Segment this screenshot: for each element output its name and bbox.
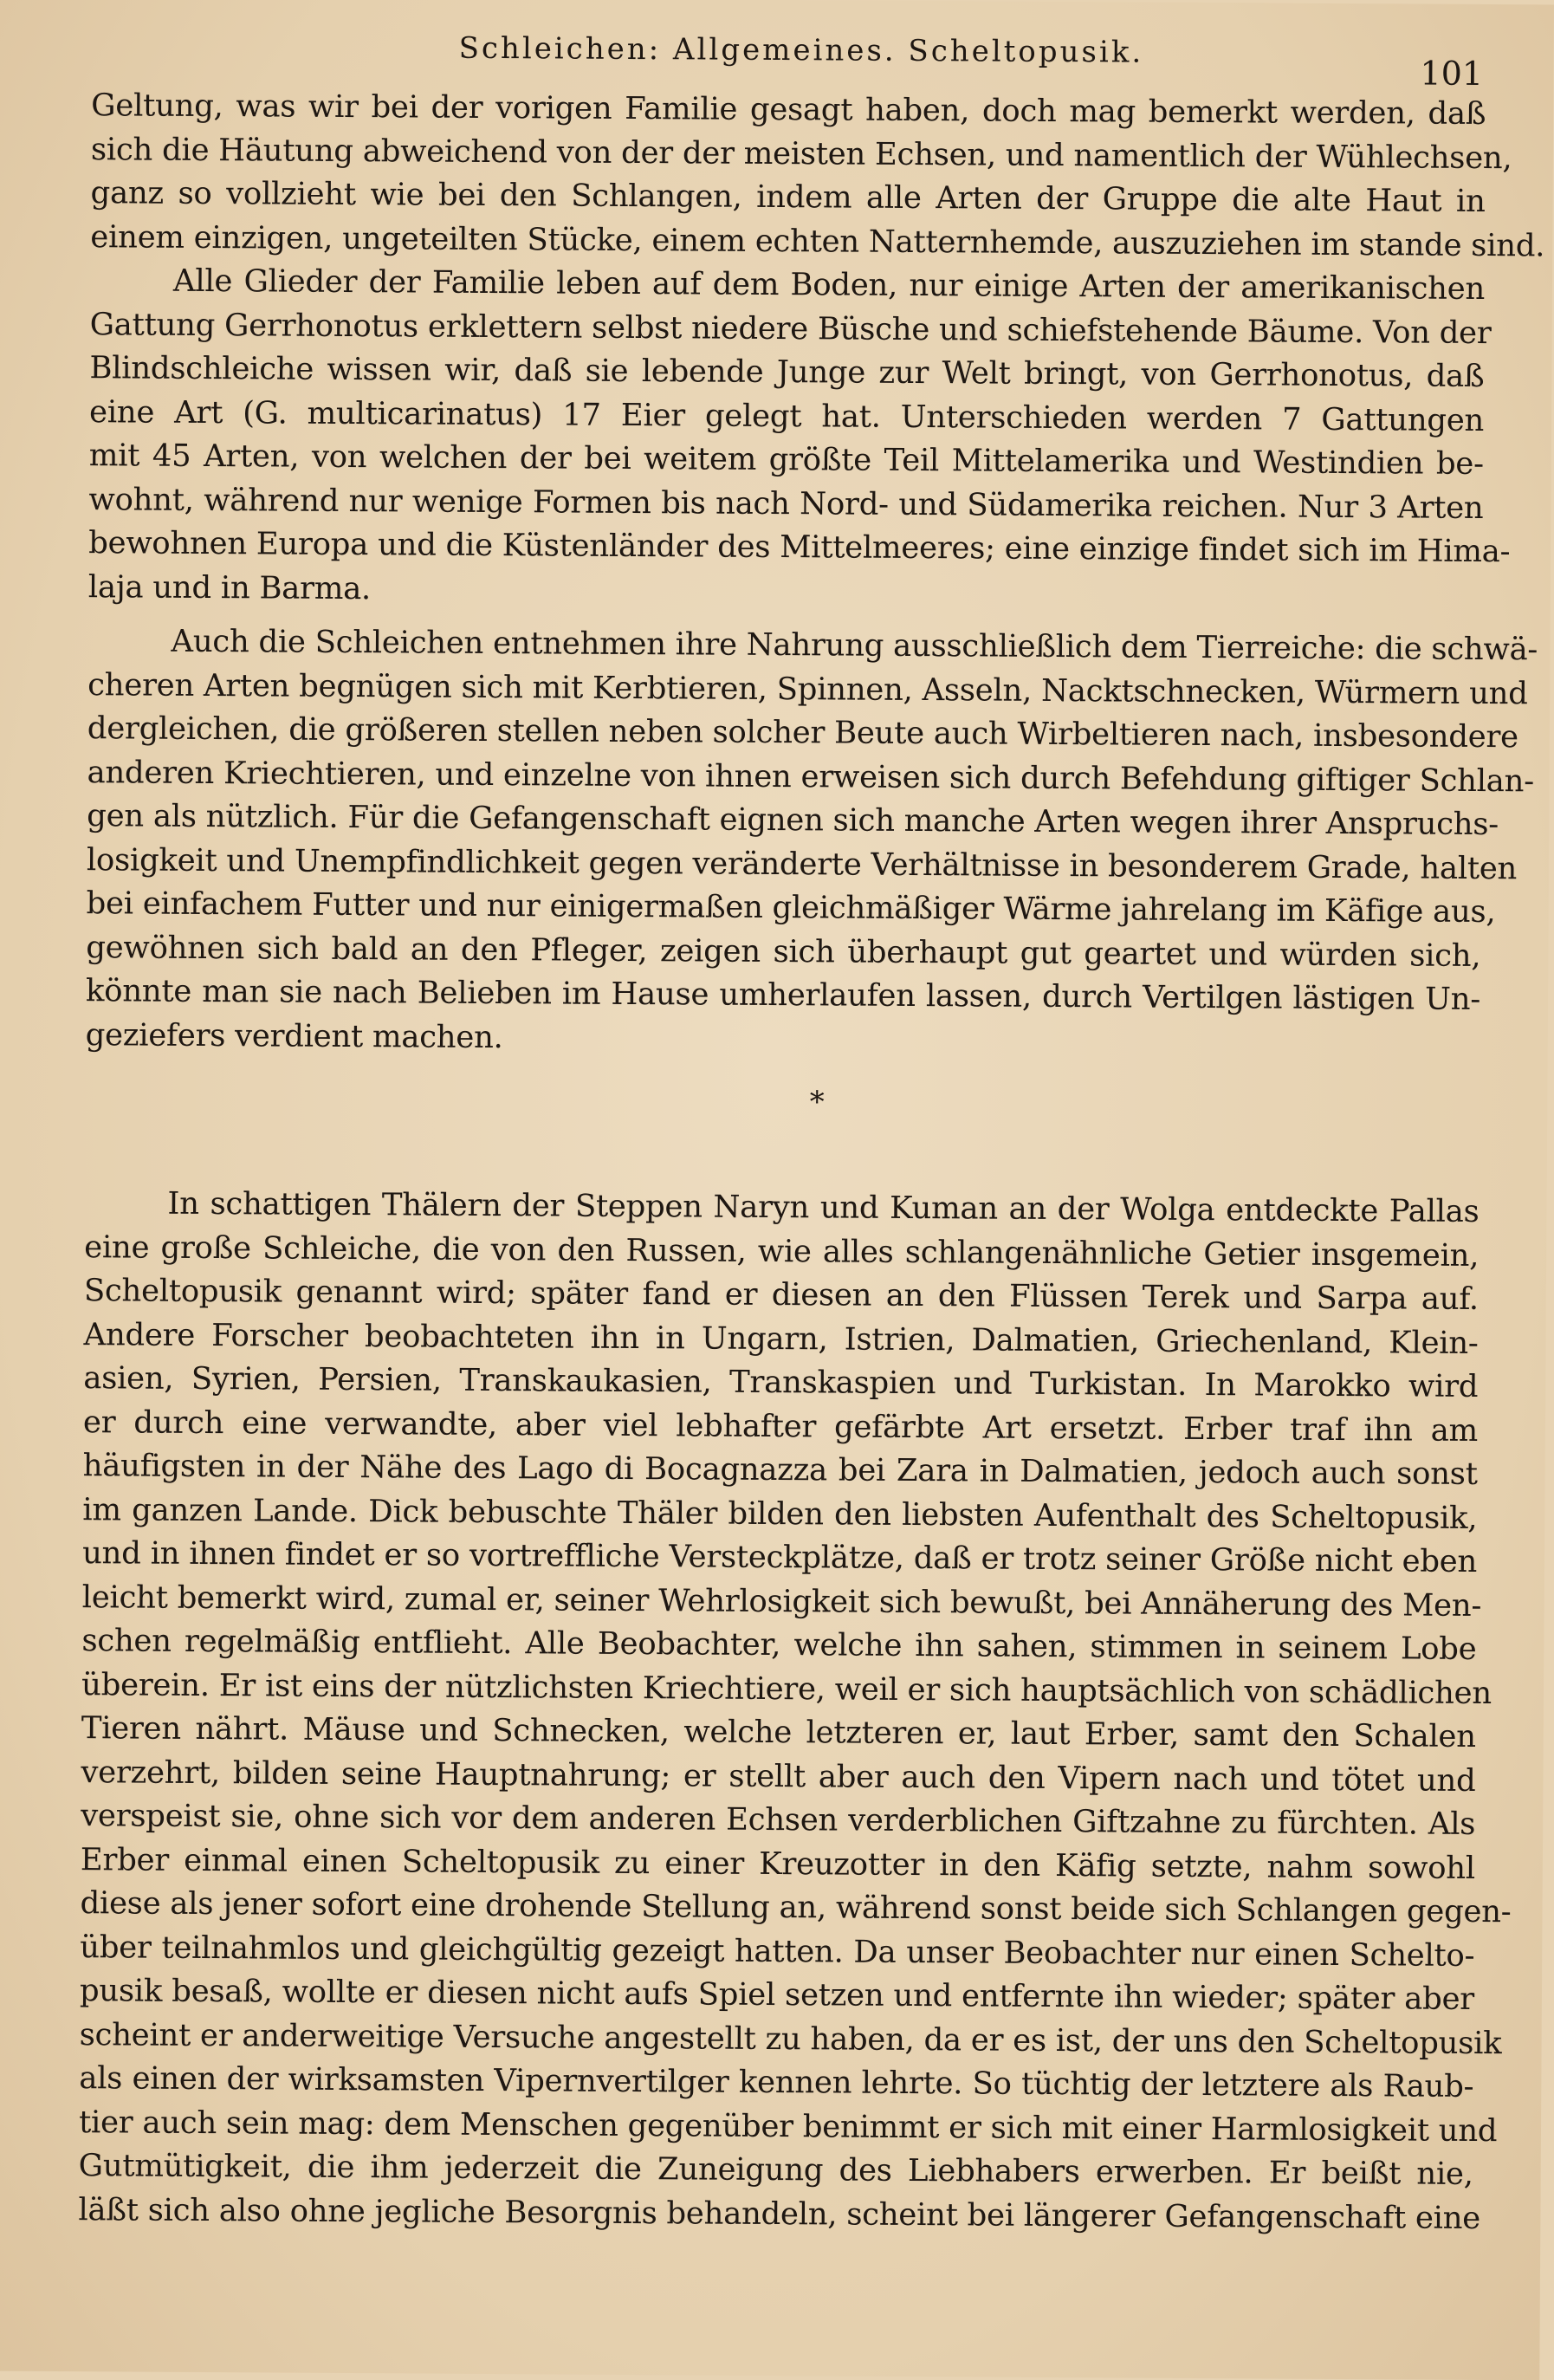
paragraph-1 [90,84,1545,268]
text-line: asien, Syrien, Persien, Transkaukasien, Transkaspien und Turkistan. In Marokko wird [83,1360,1479,1404]
text-line: einem einzigen, ungeteilten Stücke, einem echten Natternhemde, auszuziehen im stande sind. [90,218,1545,263]
text-line: anderen Kriechtieren, und einzelne von ihnen erweisen sich durch Befehdung giftiger Schlan- [87,754,1534,799]
text-line: leicht bemerkt wird, zumal er, seiner Wehrlosigkeit sich bewußt, bei Annäherung des Men- [81,1579,1482,1624]
text-line: er durch eine verwandte, aber viel lebhafter gefärbte Art ersetzt. Erber traf ihn am [82,1404,1479,1449]
text-line: als einen der wirksamsten Vipernvertilger kennen lehrte. So tüchtig der letztere als Raub- [79,2060,1474,2104]
text-line: sich die Häutung abweichend von der der meisten Echsen, und namentlich der Wühlechsen, [90,131,1512,176]
text-line: könnte man sie nach Belieben im Hause umherlaufen lassen, durch Vertilgen lästigen Un- [85,973,1481,1017]
text-line: wohnt, während nur wenige Formen bis nach Nord- und Südamerika reichen. Nur 3 Arten [88,481,1484,526]
text-line: tier auch sein mag: dem Menschen gegenüber benimmt er sich mit einer Harmlosigkeit und [78,2104,1498,2149]
text-line: schen regelmäßig entflieht. Alle Beobachter, welche ihn sahen, stimmen in seinem Lobe [81,1623,1477,1667]
section-gap [85,1132,1480,1190]
text-line: cheren Arten begnügen sich mit Kerbtieren, Spinnen, Asseln, Nacktschnecken, Würmern und [87,666,1528,711]
text-line: dergleichen, die größeren stellen neben solcher Beute auch Wirbeltieren nach, insbesondere [87,710,1518,756]
text-line: Gattung Gerrhonotus erklettern selbst niedere Büsche und schiefstehende Bäume. Von der [89,306,1492,351]
text-line: Geltung, was wir bei der vorigen Familie gesagt haben, doch mag bemerkt werden, daß [91,88,1486,133]
text-line: verzehrt, bilden seine Hauptnahrung; er stellt aber auch den Vipern nach und tötet und [81,1754,1476,1799]
text-line: häufigsten in der Nähe des Lago di Bocagnazza bei Zara in Dalmatien, jedoch auch sonst [82,1448,1478,1492]
text-line: Erber einmal einen Scheltopusik zu einer Kreuzotter in den Käfig setzte, nahm sowohl [80,1841,1475,1886]
text-line: Tieren nährt. Mäuse und Schnecken, welche letzteren er, laut Erber, samt den Schalen [81,1710,1476,1754]
text-line: ganz so vollzieht wie bei den Schlangen, indem alle Arten der Gruppe die alte Haut in [90,175,1486,219]
text-line: scheint er anderweitige Versuche angestellt zu haben, da er es ist, der uns den Scheltopusik [79,2016,1502,2061]
text-line: und in ihnen findet er so vortreffliche Versteckplätze, daß er trotz seiner Größe nicht eben [81,1535,1478,1579]
paragraph-scheltopusik [78,1182,1512,2241]
page-number: 101 [1420,54,1484,93]
text-line: Blindschleiche wissen wir, daß sie lebende Junge zur Welt bringt, von Gerrhonotus, daß [89,350,1485,394]
text-line: bei einfachem Futter und nur einigermaßen gleichmäßiger Wärme jahrelang im Käfige aus, [86,885,1496,931]
text-line: Gutmütigkeit, die ihm jederzeit die Zuneigung des Liebhabers erwerben. Er beißt nie, [78,2148,1473,2192]
section-separator: * [809,1085,825,1120]
text-line: eine große Schleiche, die von den Russen, wie alles schlangenähnliche Getier insgemein, [84,1229,1480,1274]
paragraph-3 [85,619,1538,1066]
paragraph-2 [87,259,1511,618]
text-line: bewohnen Europa und die Küstenländer des Mittelmeeres; eine einzige findet sich im Hima- [88,525,1511,570]
text-line: überein. Er ist eins der nützlichsten Kriechtiere, weil er sich hauptsächlich von schädlichen [81,1666,1492,1711]
text-line: verspeist sie, ohne sich vor dem anderen Echsen verderblichen Giftzahne zu fürchten. Als [81,1798,1476,1842]
text-line: mit 45 Arten, von welchen der bei weitem größte Teil Mittelamerika und Westindien be- [88,438,1484,482]
text-line: läßt sich also ohne jegliche Besorgnis behandeln, scheint bei längerer Gefangenschaft eine [78,2191,1481,2236]
text-line: diese als jener sofort eine drohende Stellung an, während sonst beide sich Schlangen gegen- [80,1885,1512,1930]
text-line: im ganzen Lande. Dick bebuschte Thäler bilden den liebsten Aufenthalt des Scheltopusik, [82,1491,1478,1536]
text-line: laja und in Barma. [87,568,372,606]
text-line: über teilnahmlos und gleichgültig gezeigt hatten. Da unser Beobachter nur einen Schelto- [80,1929,1475,1974]
text-line: Auch die Schleichen entnehmen ihre Nahrung ausschließlich dem Tierreiche: die schwä- [171,623,1538,668]
text-line: geziefers verdient machen. [85,1016,503,1055]
text-line: losigkeit und Unempfindlichkeit gegen veränderte Verhältnisse in besonderem Grade, halten [86,841,1518,886]
body-text [78,84,1545,2241]
text-line: eine Art (G. multicarinatus) 17 Eier gelegt hat. Unterschieden werden 7 Gattungen [88,393,1485,438]
text-line: gewöhnen sich bald an den Pfleger, zeigen sich überhaupt gut geartet und würden sich, [86,929,1481,974]
text-line: pusik besaß, wollte er diesen nicht aufs Spiel setzen und entfernte ihn wieder; später aber [79,1973,1475,2017]
text-line: gen als nützlich. Für die Gefangenschaft eignen sich manche Arten wegen ihrer Anspruchs- [87,798,1499,843]
text-line: In schattigen Thälern der Steppen Naryn und Kuman an der Wolga entdeckte Pallas [167,1185,1480,1229]
text-line: Alle Glieder der Familie leben auf dem Boden, nur einige Arten der amerikanischen [172,263,1486,307]
text-line: Andere Forscher beobachteten ihn in Ungarn, Istrien, Dalmatien, Griechenland, Klein- [83,1316,1479,1361]
text-line: Scheltopusik genannt wird; später fand er diesen an den Flüssen Terek und Sarpa auf. [83,1273,1479,1317]
running-head: Schleichen: Allgemeines. Scheltopusik. [458,30,1144,70]
